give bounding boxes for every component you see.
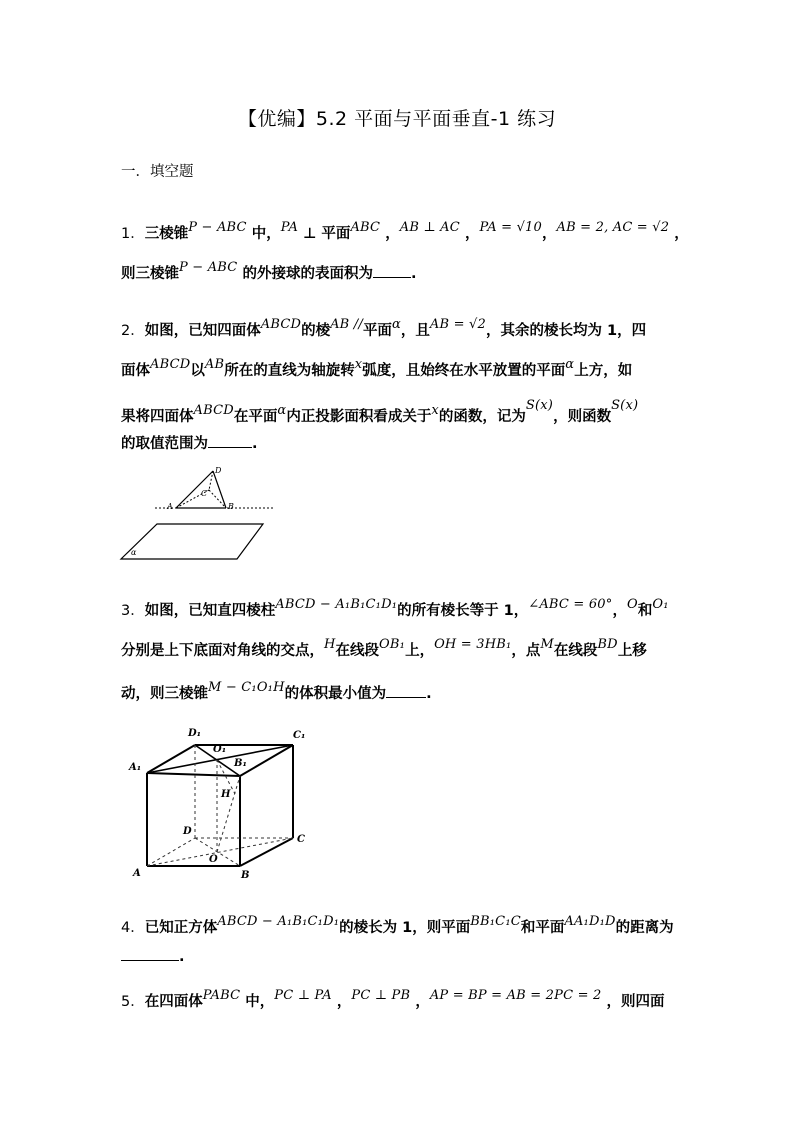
text: ， bbox=[542, 226, 557, 242]
text: 的所有棱长等于 1， bbox=[397, 603, 529, 619]
edge-bc bbox=[240, 838, 293, 866]
question-number: 5． bbox=[121, 994, 145, 1010]
math: P − ABC bbox=[179, 260, 238, 275]
segment-ob1 bbox=[217, 776, 240, 852]
label-c1: C₁ bbox=[293, 730, 306, 741]
text: ，且 bbox=[400, 323, 430, 339]
math: O bbox=[626, 597, 638, 612]
text: . bbox=[411, 266, 417, 282]
math: AB ⊥ AC bbox=[399, 220, 460, 235]
text: 如图，已知直四棱柱 bbox=[144, 603, 276, 619]
text: 的取值范围为 bbox=[121, 436, 208, 452]
label-d: D bbox=[215, 466, 222, 475]
text: ，其余的棱长均为 1，四 bbox=[485, 323, 647, 339]
section-heading: 一．填空题 bbox=[121, 164, 194, 180]
question-1-line-1 bbox=[121, 222, 689, 243]
label-a: A bbox=[167, 502, 173, 511]
label-b: B bbox=[241, 870, 250, 881]
text: 上移 bbox=[617, 643, 647, 659]
text: ， bbox=[612, 603, 627, 619]
text: ⊥ 平面 bbox=[298, 226, 351, 242]
text: 弧度，且始终在水平放置的平面 bbox=[362, 363, 566, 379]
text: 的外接球的表面积为 bbox=[237, 266, 373, 282]
question-2-line-1 bbox=[121, 319, 646, 340]
label-o1: O₁ bbox=[213, 744, 227, 755]
answer-blank bbox=[121, 948, 179, 961]
text: 的距离为 bbox=[615, 920, 674, 936]
text: 内正投影面积看成关于 bbox=[286, 409, 432, 425]
text: 如图，已知四面体 bbox=[144, 323, 261, 339]
text: 在线段 bbox=[553, 643, 598, 659]
math: α bbox=[565, 357, 575, 372]
text: . bbox=[179, 949, 185, 965]
math: P − ABC bbox=[188, 220, 247, 235]
text: 和 bbox=[637, 603, 653, 619]
math: α bbox=[277, 403, 287, 418]
answer-blank bbox=[373, 265, 411, 278]
text: 的棱长为 1，则平面 bbox=[339, 920, 471, 936]
prism-figure bbox=[125, 718, 325, 884]
text: 的棱 bbox=[301, 323, 331, 339]
label-a1: A₁ bbox=[129, 762, 142, 773]
text: ，则四面 bbox=[601, 994, 665, 1010]
text: 则三棱锥 bbox=[121, 266, 179, 282]
answer-blank bbox=[208, 435, 252, 448]
math: ABCD − A₁B₁C₁D₁ bbox=[275, 597, 398, 612]
label-d: D bbox=[183, 826, 192, 837]
text: 动，则三棱锥 bbox=[121, 686, 208, 702]
math: O₁ bbox=[652, 597, 669, 612]
text: ，则函数 bbox=[553, 409, 612, 425]
math: BD bbox=[597, 637, 618, 652]
math: AA₁D₁D bbox=[564, 914, 616, 929]
text: 面体 bbox=[121, 363, 150, 379]
text: 中， bbox=[246, 226, 281, 242]
tetrahedron-plane-figure bbox=[115, 462, 275, 566]
question-2-line-2 bbox=[121, 359, 632, 380]
label-b1: B₁ bbox=[234, 758, 247, 769]
label-o: O bbox=[209, 854, 218, 865]
math: PC ⊥ PB bbox=[351, 988, 411, 1003]
label-alpha: α bbox=[131, 548, 137, 557]
text: 平面 bbox=[362, 323, 392, 339]
math: AB = 2, AC = √2 bbox=[556, 220, 670, 235]
label-c: C bbox=[201, 489, 208, 498]
math: M − C₁O₁H bbox=[208, 680, 285, 695]
question-1-line-2 bbox=[121, 262, 417, 283]
math: AB = √2 bbox=[429, 317, 486, 332]
text: 果将四面体 bbox=[121, 409, 194, 425]
edge-db bbox=[213, 471, 226, 508]
question-2-line-4 bbox=[121, 432, 258, 453]
math: AB // bbox=[330, 317, 363, 332]
text: 上方，如 bbox=[574, 363, 633, 379]
math: ∠ABC = 60° bbox=[528, 597, 613, 612]
text: 以 bbox=[190, 363, 205, 379]
math: S(x) bbox=[525, 398, 554, 413]
question-number: 3． bbox=[121, 603, 145, 619]
math: PA = √10 bbox=[479, 220, 542, 235]
math: ABCD bbox=[260, 317, 302, 332]
math: PC ⊥ PA bbox=[274, 988, 332, 1003]
edge-ad bbox=[176, 471, 213, 508]
question-3-line-3 bbox=[121, 682, 432, 703]
text: 上， bbox=[405, 643, 435, 659]
diag-ac bbox=[147, 838, 293, 866]
label-b: B bbox=[228, 502, 234, 511]
text: . bbox=[252, 436, 258, 452]
math: S(x) bbox=[611, 398, 639, 413]
page-title: 【优编】5.2 平面与平面垂直-1 练习 bbox=[237, 108, 557, 130]
math: BB₁C₁C bbox=[470, 914, 521, 929]
text: 所在的直线为轴旋转 bbox=[224, 363, 355, 379]
math: x bbox=[431, 403, 439, 418]
question-5-line-1 bbox=[121, 990, 665, 1011]
text: 的函数，记为 bbox=[438, 409, 526, 425]
math: OH = 3HB₁ bbox=[434, 637, 512, 652]
text: ， bbox=[331, 994, 352, 1010]
math: AB bbox=[204, 357, 225, 372]
text: 和平面 bbox=[520, 920, 565, 936]
math: M bbox=[540, 637, 554, 652]
question-number: 4． bbox=[121, 920, 145, 936]
math: PABC bbox=[202, 988, 241, 1003]
text: ， bbox=[669, 226, 689, 242]
text: 在线段 bbox=[335, 643, 380, 659]
text: . bbox=[426, 686, 432, 702]
label-c: C bbox=[297, 834, 305, 845]
label-h: H bbox=[221, 789, 231, 800]
question-number: 2． bbox=[121, 323, 145, 339]
math: AP = BP = AB = 2PC = 2 bbox=[429, 988, 602, 1003]
text: 在平面 bbox=[233, 409, 278, 425]
edge-a1b1 bbox=[147, 773, 240, 776]
question-3-line-1 bbox=[121, 599, 669, 620]
question-4-line-2 bbox=[121, 948, 185, 965]
plane-alpha bbox=[121, 524, 263, 559]
math: α bbox=[391, 317, 401, 332]
text: 已知正方体 bbox=[144, 920, 218, 936]
math: x bbox=[354, 357, 363, 372]
text: 中， bbox=[240, 994, 275, 1010]
question-3-line-2 bbox=[121, 639, 647, 660]
math: OB₁ bbox=[379, 637, 406, 652]
text: 在四面体 bbox=[144, 994, 203, 1010]
math: ABCD − A₁B₁C₁D₁ bbox=[217, 914, 340, 929]
answer-blank bbox=[386, 685, 426, 698]
math: PA bbox=[280, 220, 299, 235]
math: ABCD bbox=[150, 357, 191, 372]
label-d1: D₁ bbox=[188, 728, 202, 739]
text: ，点 bbox=[511, 643, 541, 659]
question-4-line-1 bbox=[121, 916, 674, 937]
text: ， bbox=[380, 226, 400, 242]
text: 分别是上下底面对角线的交点， bbox=[121, 643, 324, 659]
math: ABC bbox=[350, 220, 381, 235]
text: 的体积最小值为 bbox=[284, 686, 387, 702]
text: ， bbox=[459, 226, 480, 242]
math: H bbox=[324, 637, 336, 652]
text: 三棱锥 bbox=[144, 226, 189, 242]
question-2-line-3 bbox=[121, 398, 639, 426]
label-a: A bbox=[133, 868, 141, 879]
text: ， bbox=[410, 994, 430, 1010]
question-number: 1． bbox=[121, 226, 145, 242]
math: ABCD bbox=[193, 403, 234, 418]
